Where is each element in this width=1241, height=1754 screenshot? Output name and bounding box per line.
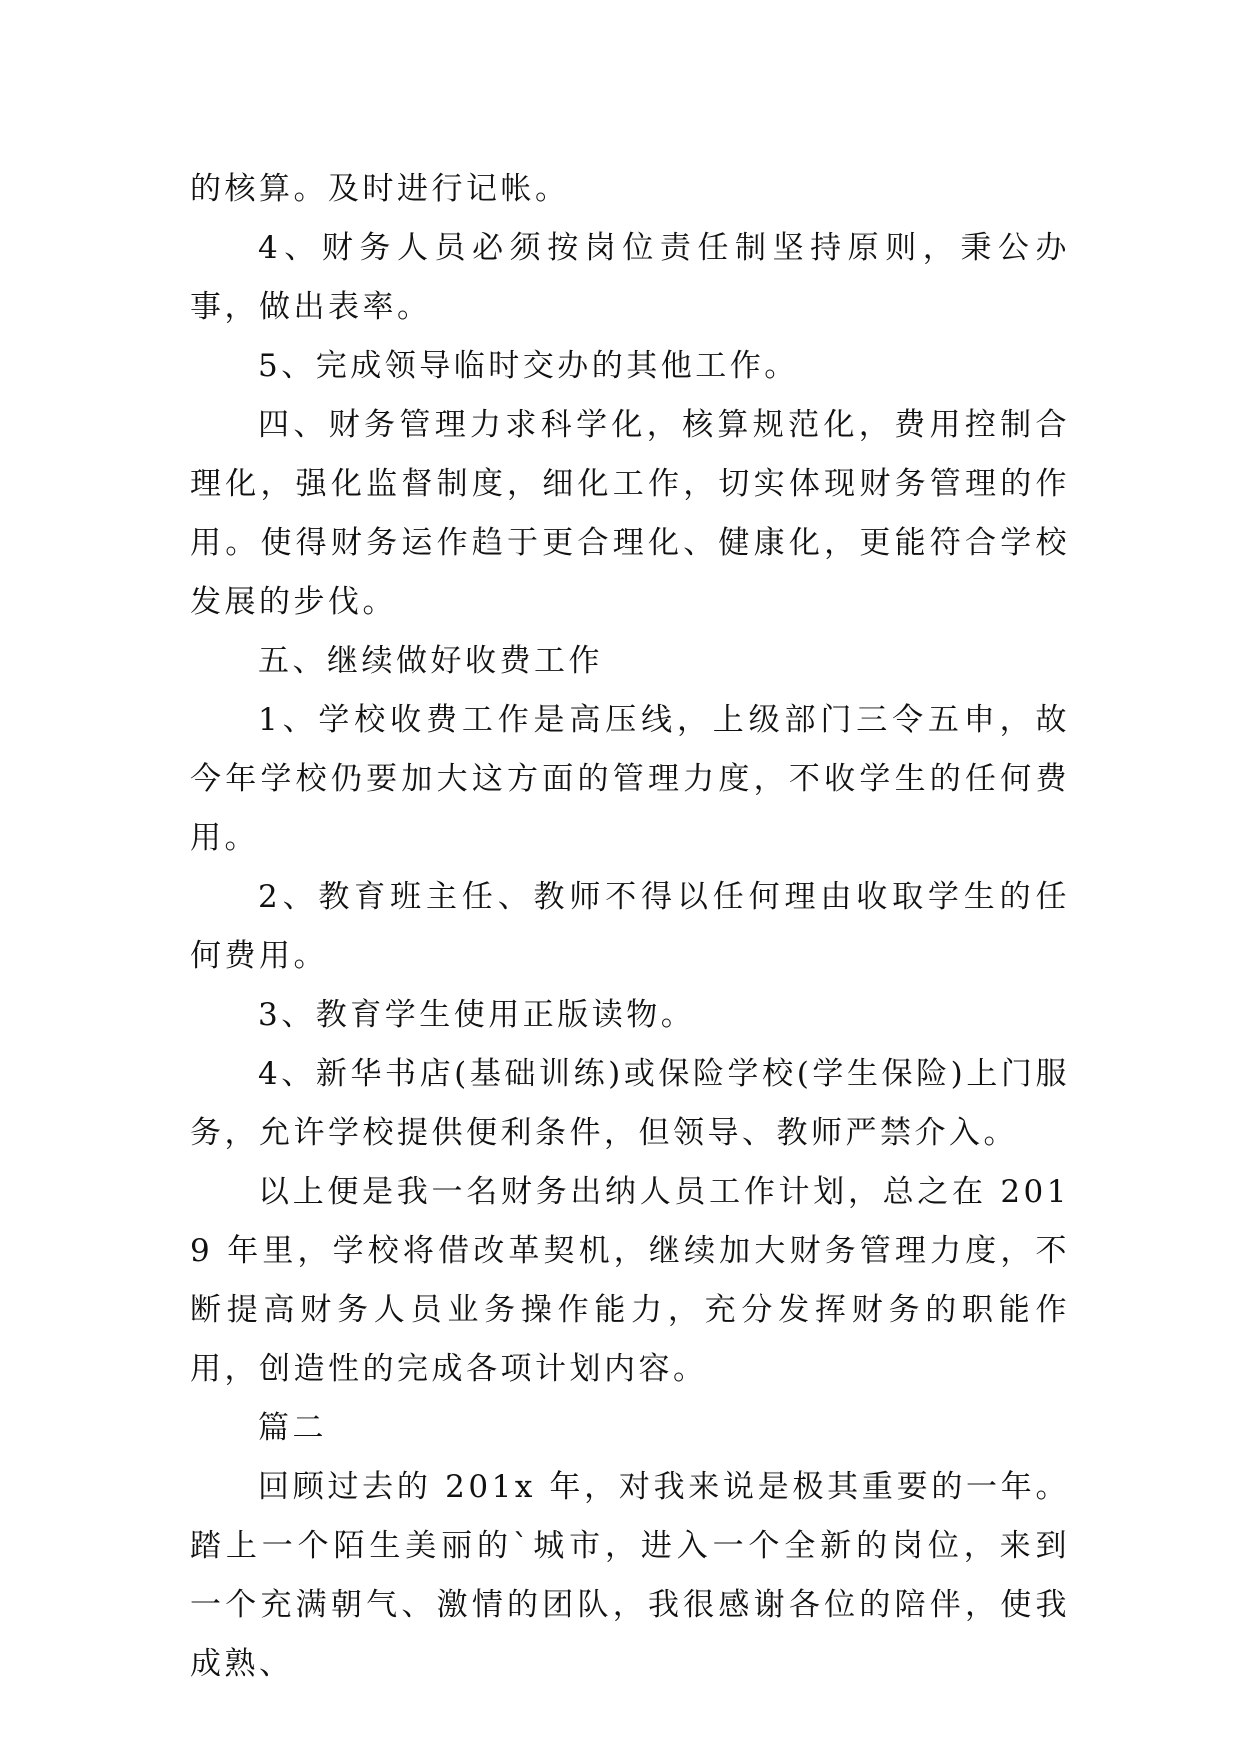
paragraph-section-4-management: 四、财务管理力求科学化，核算规范化，费用控制合理化，强化监督制度，细化工作，切实体现财务管理的作用。使得财务运作趋于更合理化、健康化，更能符合学校发展的步伐。 bbox=[190, 407, 1070, 620]
heading-section-5-fees: 五、继续做好收费工作 bbox=[258, 643, 603, 679]
heading-part-two: 篇二 bbox=[258, 1410, 327, 1446]
paragraph-fee-item-1: 1、学校收费工作是高压线，上级部门三令五申，故今年学校仍要加大这方面的管理力度，不收学生的任何费用。 bbox=[190, 702, 1070, 856]
paragraph-fee-item-3: 3、教育学生使用正版读物。 bbox=[258, 997, 696, 1033]
paragraph-summary: 以上便是我一名财务出纳人员工作计划，总之在 2019 年里，学校将借改革契机，继续加大财务管理力度，不断提高财务人员业务操作能力，充分发挥财务的职能作用，创造性的完成各项计划内容。 bbox=[190, 1174, 1070, 1387]
document-body bbox=[190, 160, 1070, 1694]
paragraph-item-4-staff-duty: 4、财务人员必须按岗位责任制坚持原则，秉公办事，做出表率。 bbox=[190, 230, 1070, 325]
paragraph-fee-item-2: 2、教育班主任、教师不得以任何理由收取学生的任何费用。 bbox=[190, 879, 1070, 974]
paragraph-fee-item-4: 4、新华书店(基础训练)或保险学校(学生保险)上门服务，允许学校提供便利条件，但领导、教师严禁介入。 bbox=[190, 1056, 1070, 1151]
paragraph-part-two-intro: 回顾过去的 201x 年，对我来说是极其重要的一年。踏上一个陌生美丽的`城市，进入一个全新的岗位，来到一个充满朝气、激情的团队，我很感谢各位的陪伴，使我成熟、 bbox=[190, 1469, 1070, 1682]
paragraph-continuation: 的核算。及时进行记帐。 bbox=[190, 171, 570, 207]
paragraph-item-5-other-tasks: 5、完成领导临时交办的其他工作。 bbox=[258, 348, 799, 384]
